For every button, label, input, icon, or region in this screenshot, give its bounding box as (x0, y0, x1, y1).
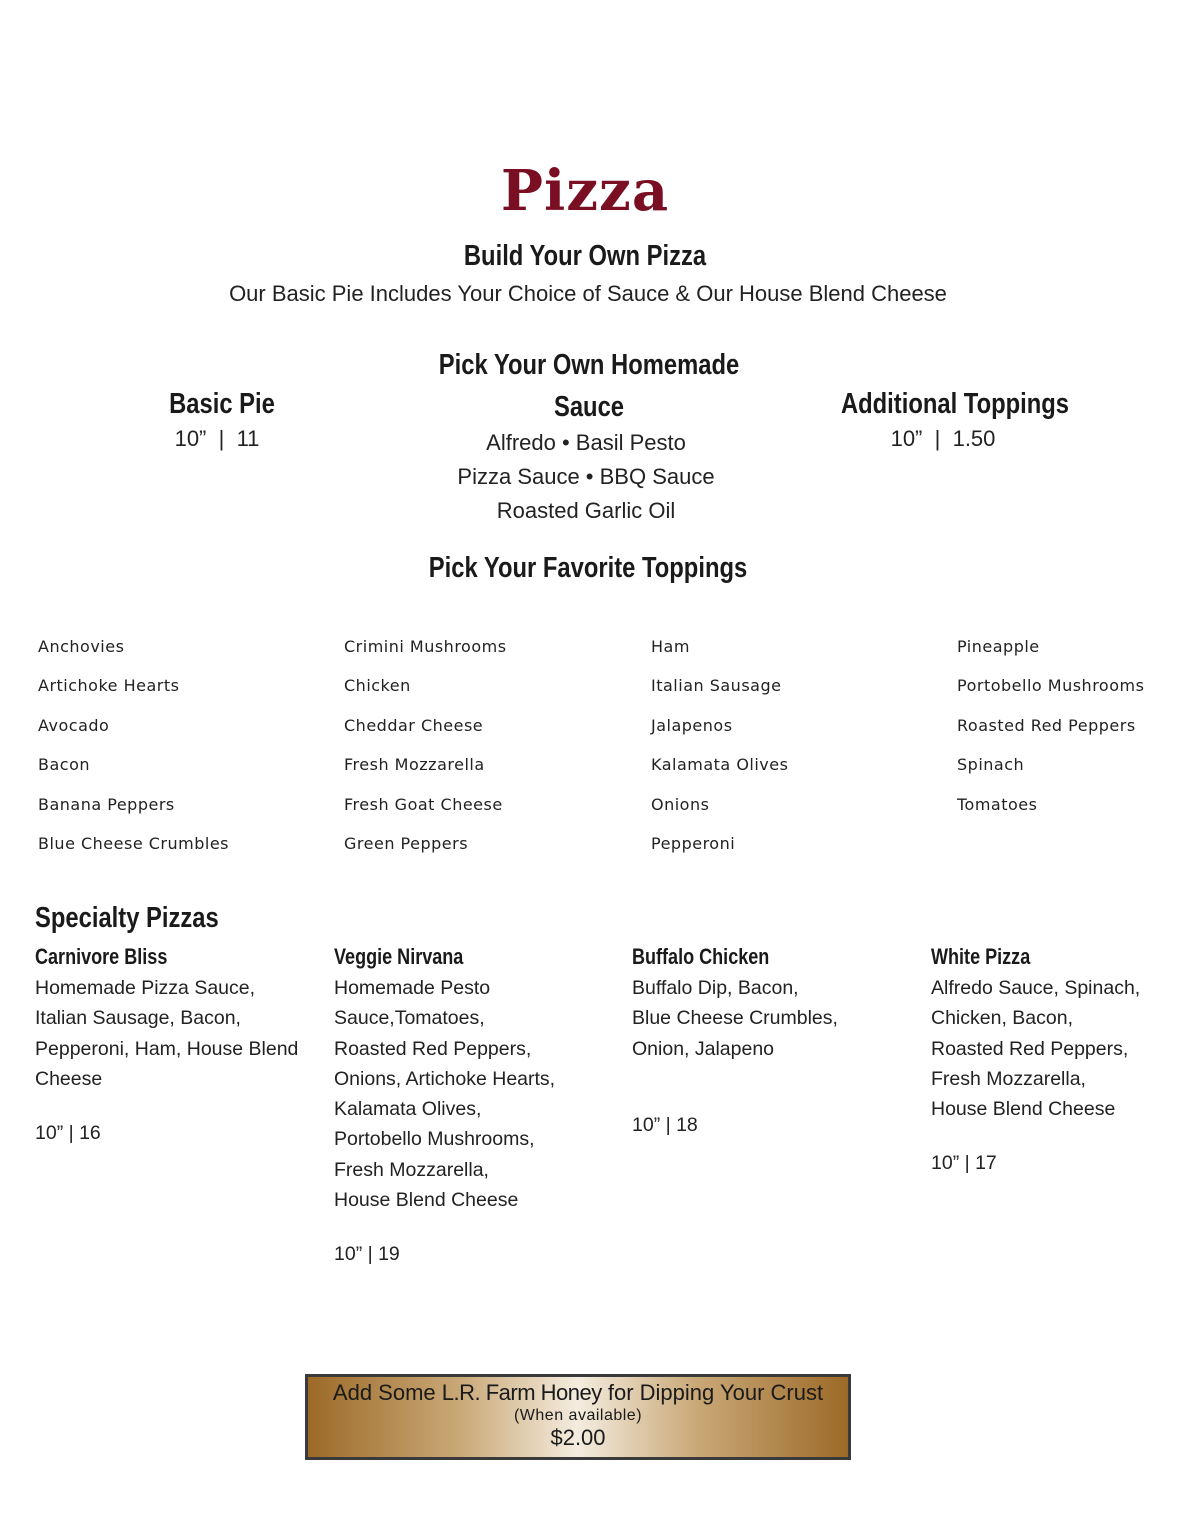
pizza-desc-line: Portobello Mushrooms, (334, 1128, 535, 1151)
pizza-name: Carnivore Bliss (35, 944, 168, 969)
topping-item: Bacon (38, 755, 91, 775)
pizza-desc-line: Onion, Jalapeno (632, 1037, 775, 1060)
price-separator: | (212, 426, 231, 451)
page-title: Pizza (500, 158, 670, 224)
topping-item: Tomatoes (957, 794, 1038, 814)
topping-item: Kalamata Olives (651, 755, 789, 775)
pizza-price: 10” | 18 (632, 1113, 698, 1136)
basic-pie-size: 10” (174, 426, 207, 451)
sauce-line: Alfredo • Basil Pesto (486, 430, 686, 455)
pizza-desc-line: House Blend Cheese (334, 1189, 519, 1212)
topping-item: Chicken (344, 676, 411, 696)
topping-item: Pepperoni (651, 834, 736, 854)
price-separator: | (928, 426, 947, 451)
pizza-desc-line: Fresh Mozzarella, (931, 1067, 1086, 1090)
topping-item: Pineapple (957, 637, 1040, 656)
pizza-desc-line: Onions, Artichoke Hearts, (334, 1067, 556, 1090)
specialty-heading: Specialty Pizzas (35, 902, 219, 934)
additional-toppings-heading-text: Additional Toppings (840, 388, 1070, 420)
pizza-desc-line: Alfredo Sauce, Spinach, (931, 977, 1141, 999)
pizza-desc-line: Roasted Red Peppers, (931, 1037, 1129, 1060)
toppings-heading (0, 552, 1176, 585)
topping-item: Jalapenos (651, 715, 733, 735)
basic-pie-amount: 11 (236, 426, 260, 451)
specialty-pizza-buffalo (632, 943, 922, 1137)
topping-item: Portobello Mushrooms (957, 676, 1145, 696)
sauce-heading-line1: Pick Your Own Homemade (438, 349, 740, 381)
topping-item: Artichoke Hearts (38, 676, 180, 696)
honey-offer-line (308, 1380, 848, 1406)
pizza-desc-line: Chicken, Bacon, (931, 1007, 1073, 1030)
pizza-description (334, 973, 624, 1215)
pizza-desc-line: Italian Sausage, Bacon, (35, 1007, 241, 1030)
additional-toppings-price (795, 426, 1091, 452)
sauce-heading (404, 344, 774, 428)
topping-item: Blue Cheese Crumbles (38, 834, 230, 854)
build-subtitle: Our Basic Pie Includes Your Choice of Sauce & Our House Blend Cheese (229, 281, 947, 306)
honey-availability-note: (When available) (513, 1407, 643, 1424)
toppings-column-2 (344, 627, 634, 863)
pizza-desc-line: Buffalo Dip, Bacon, (632, 977, 799, 999)
basic-pie-heading-text: Basic Pie (169, 388, 275, 420)
additional-toppings-heading (795, 383, 1115, 425)
pizza-desc-line: Sauce,Tomatoes, (334, 1007, 485, 1030)
honey-prefix: Add Some (332, 1380, 442, 1405)
specialty-pizza-white (931, 943, 1171, 1175)
topping-item: Banana Peppers (38, 794, 175, 814)
pizza-description (632, 973, 922, 1064)
toppings-column-4 (957, 627, 1177, 824)
topping-item: Spinach (957, 755, 1025, 775)
honey-price: $2.00 (550, 1425, 606, 1450)
basic-pie-heading (122, 383, 322, 425)
pizza-desc-line: Pepperoni, Ham, House Blend (35, 1037, 299, 1060)
topping-item: Roasted Red Peppers (957, 715, 1136, 735)
topping-item: Fresh Goat Cheese (344, 794, 503, 814)
topping-item: Ham (651, 637, 690, 656)
toppings-heading-text: Pick Your Favorite Toppings (428, 552, 748, 584)
sauce-list (404, 426, 768, 528)
pizza-name: Veggie Nirvana (334, 944, 464, 969)
sauce-line: Roasted Garlic Oil (496, 498, 676, 523)
topping-item: Onions (651, 794, 710, 814)
topping-item: Cheddar Cheese (344, 715, 484, 735)
toppings-column-3 (651, 627, 941, 863)
pizza-price: 10” | 17 (931, 1152, 997, 1175)
pizza-desc-line: Homemade Pizza Sauce, (35, 977, 256, 999)
sauce-line: Pizza Sauce • BBQ Sauce (457, 464, 715, 489)
pizza-desc-line: House Blend Cheese (931, 1098, 1116, 1121)
topping-item: Green Peppers (344, 834, 469, 854)
pizza-desc-line: Fresh Mozzarella, (334, 1158, 489, 1181)
pizza-desc-line: Blue Cheese Crumbles, (632, 1007, 838, 1030)
pizza-desc-line: Roasted Red Peppers, (334, 1037, 532, 1060)
pizza-name: Buffalo Chicken (632, 944, 770, 969)
pizza-price: 10” | 16 (35, 1122, 101, 1145)
topping-item: Crimini Mushrooms (344, 637, 507, 656)
pizza-description (35, 973, 325, 1094)
pizza-desc-line: Kalamata Olives, (334, 1098, 482, 1121)
pizza-description (931, 973, 1171, 1124)
build-heading-text: Build Your Own Pizza (463, 240, 707, 272)
specialty-pizza-veggie (334, 943, 624, 1266)
additional-size: 10” (890, 426, 923, 451)
pizza-price: 10” | 19 (334, 1243, 400, 1266)
pizza-desc-line: Cheese (35, 1067, 103, 1090)
build-heading (0, 240, 1170, 273)
pizza-desc-line: Homemade Pesto (334, 977, 491, 999)
honey-suffix: for Dipping Your Crust (601, 1380, 824, 1405)
honey-addon-banner (305, 1374, 851, 1460)
basic-pie-price (122, 426, 312, 452)
sauce-heading-line2: Sauce (553, 391, 625, 423)
topping-item: Anchovies (38, 637, 125, 656)
topping-item: Fresh Mozzarella (344, 755, 485, 775)
topping-item: Italian Sausage (651, 676, 782, 696)
specialty-pizza-carnivore (35, 943, 325, 1145)
honey-brand: L.R. Farm Honey (441, 1380, 602, 1405)
topping-item: Avocado (38, 715, 110, 735)
toppings-column-1 (38, 627, 328, 863)
pizza-name: White Pizza (931, 944, 1031, 969)
additional-amount: 1.50 (952, 426, 996, 451)
